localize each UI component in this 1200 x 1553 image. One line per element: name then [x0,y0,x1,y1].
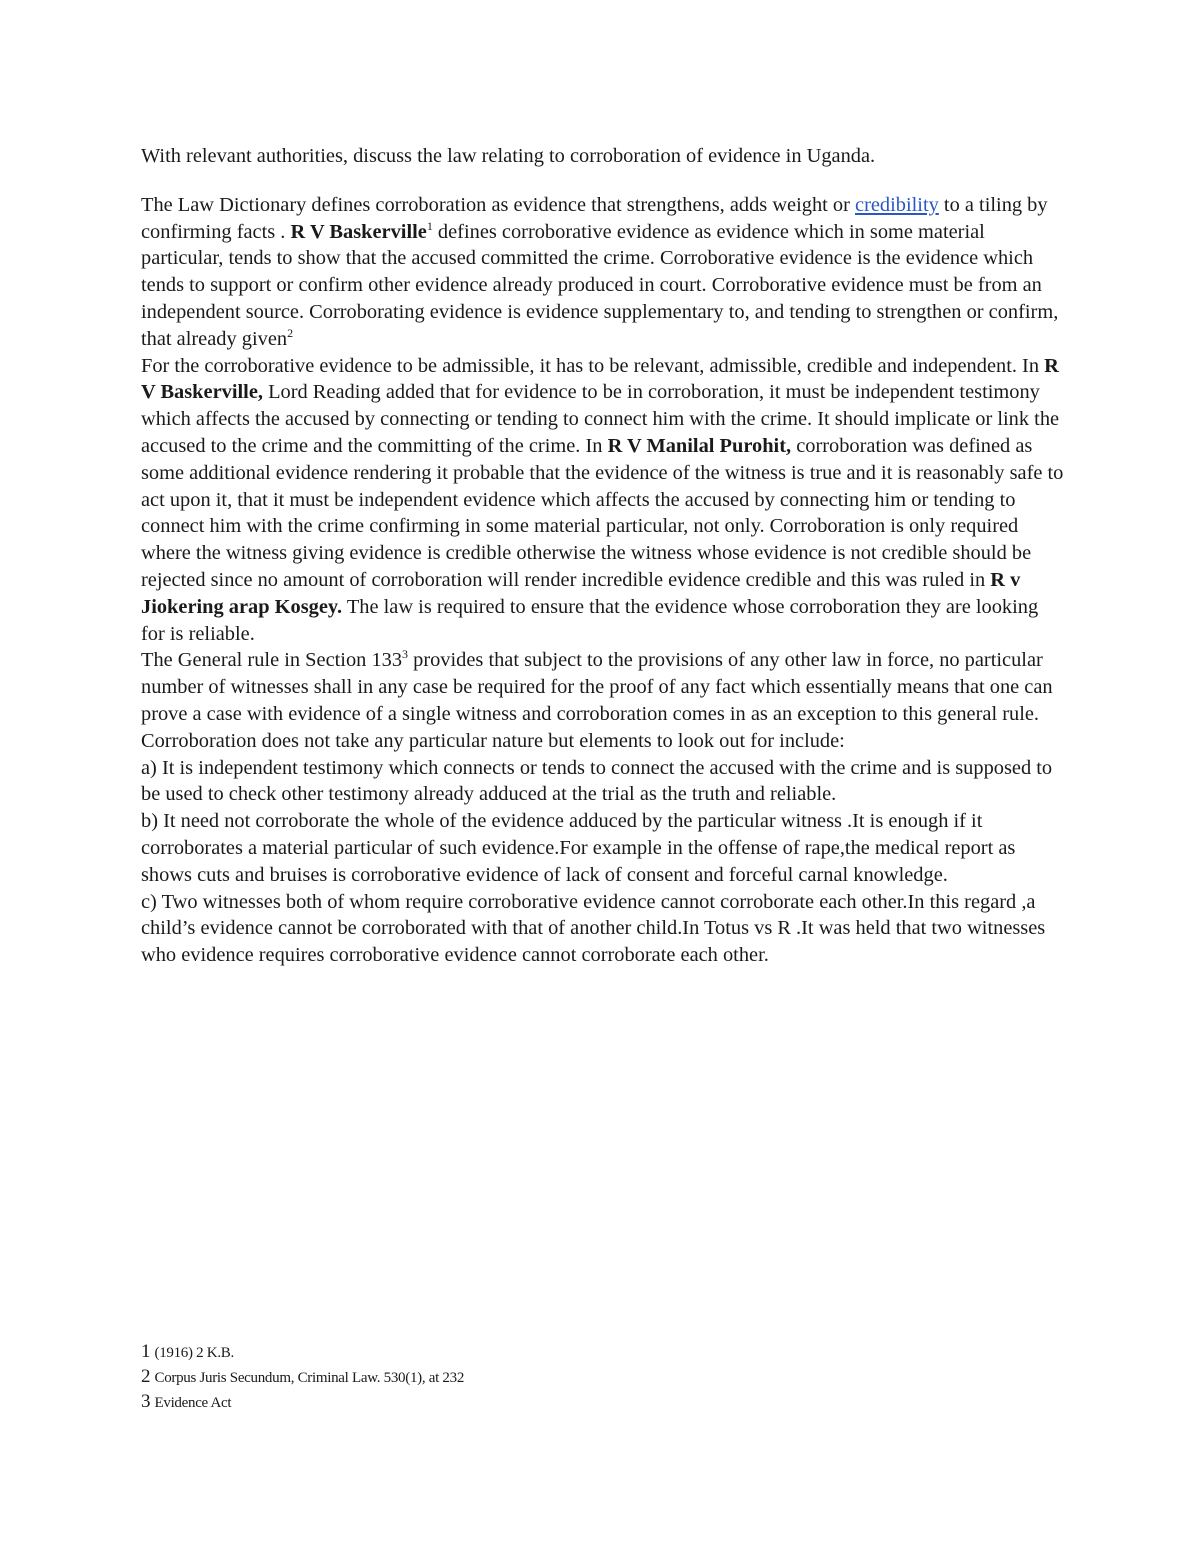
text-segment: The General rule in Section 133 [141,649,403,672]
footnote-2 [141,1365,1066,1390]
list-item-a: a) It is independent testimony which connects or tends to connect the accused with the crime and is supposed to be used to check other testimony already adduced at the trial as the truth and reliable. [141,756,1053,806]
footnote-text: (1916) 2 K.B. [154,1345,234,1361]
list-item-b: b) It need not corroborate the whole of the evidence adduced by the particular witness .It is enough if it corroborates a material particular of such evidence.For example in the offense of rape,the medical report as shows cuts and bruises is corroborative evidence of lack of consent and forceful carnal knowledge. [141,810,1016,886]
footnote-3 [141,1390,1066,1415]
case-name: R V Baskerville [290,220,427,243]
footnote-ref[interactable]: 1 [426,218,433,233]
paragraph-definition [141,192,1066,353]
text-segment: The Law Dictionary defines corroboration as evidence that strengthens, adds weight or [141,193,856,216]
credibility-link[interactable]: credibility [855,193,939,216]
footnote-ref[interactable]: 3 [402,647,409,662]
footnote-text: Evidence Act [154,1395,232,1411]
footnote-number: 1 [141,1341,151,1362]
paragraph-general-rule [141,647,1066,727]
text-segment: to a tiling by confirming facts . [141,193,1048,243]
footnote-ref[interactable]: 2 [287,325,294,340]
paragraph-admissibility [141,353,1066,648]
text-segment: The law is required to ensure that the evidence whose corroboration they are looking for is reliable. [141,595,1039,645]
case-name: R v Jiokering arap Kosgey. [141,568,1021,618]
document-body [141,143,1066,969]
footnotes [141,1340,1066,1415]
paragraph-elements-intro: Corroboration does not take any particular nature but elements to look out for include: [141,729,845,752]
question-title: With relevant authorities, discuss the law relating to corroboration of evidence in Uganda. [141,145,876,167]
footnote-number: 3 [141,1391,151,1412]
footnote-1 [141,1340,1066,1365]
footnote-number: 2 [141,1366,151,1387]
text-segment: For the corroborative evidence to be admissible, it has to be relevant, admissible, credible and independent. In [141,354,1045,377]
text-segment: defines corroborative evidence as evidence which in some material particular, tends to show that the accused committed the crime. Corroborative evidence is the evidence which tends to support or confirm other evidence already produced in court. Corroborative evidence must be from an independent source. Corroborating evidence is evidence supplementary to, and tending to strengthen or confirm, that already given [141,220,1059,350]
text-segment: corroboration was defined as some additional evidence rendering it probable that the evidence of the witness is true and it is reasonably safe to act upon it, that it must be independent evidence which affects the accused by connecting him or tending to connect him with the crime confirming in some material particular, not only. Corroboration is only required where the witness giving evidence is credible otherwise the witness whose evidence is not credible should be rejected since no amount of corroboration will render incredible evidence credible and this was ruled in [141,434,1064,591]
footnote-text: Corpus Juris Secundum, Criminal Law. 530(1), at 232 [154,1370,465,1386]
text-segment: provides that subject to the provisions of any other law in force, no particular number of witnesses shall in any case be required for the proof of any fact which essentially means that one can prove a case with evidence of a single witness and corroboration comes in as an exception to this general rule. [141,649,1053,725]
case-name: R V Baskerville, [141,354,1059,404]
list-item-c: c) Two witnesses both of whom require corroborative evidence cannot corroborate each other.In this regard ,a child’s evidence cannot be corroborated with that of another child.In Totus vs R .It was held that two witnesses who evidence requires corroborative evidence cannot corroborate each other. [141,890,1046,967]
text-segment: Lord Reading added that for evidence to be in corroboration, it must be independent testimony which affects the accused by connecting or tending to connect him with the crime. It should implicate or link the accused to the crime and the committing of the crime. In [141,381,1060,457]
case-name: R V Manilal Purohit, [607,434,792,457]
